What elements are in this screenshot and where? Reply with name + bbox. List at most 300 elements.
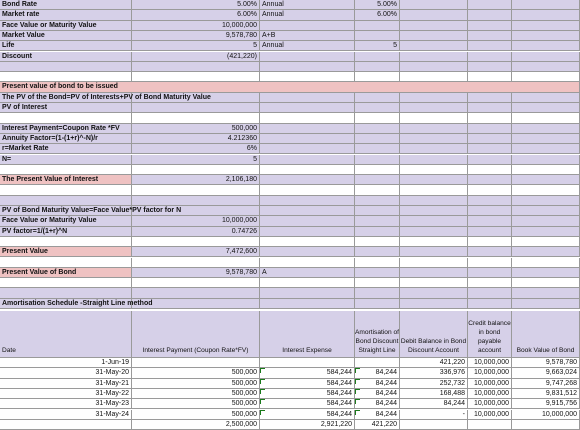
schedule-amort[interactable]: 84,244 — [355, 389, 400, 399]
empty-cell[interactable] — [468, 165, 512, 175]
empty-cell[interactable] — [512, 144, 580, 154]
sheet-row — [0, 278, 580, 288]
empty-cell[interactable] — [468, 268, 512, 278]
schedule-credit[interactable]: 10,000,000 — [468, 368, 512, 378]
date[interactable]: Date — [0, 311, 132, 358]
empty-cell[interactable] — [260, 237, 355, 247]
schedule-header — [0, 311, 580, 358]
empty-cell[interactable] — [468, 113, 512, 123]
pv-factor-tag[interactable] — [260, 227, 355, 237]
empty-cell[interactable] — [355, 216, 400, 226]
empty-cell[interactable] — [132, 165, 260, 175]
pv-interest-tag[interactable] — [260, 175, 355, 185]
pv-factor-label[interactable]: PV factor=1/(1+r)^N — [0, 227, 132, 237]
empty-cell[interactable] — [0, 258, 132, 268]
empty-cell[interactable] — [355, 268, 400, 278]
interest-payment-tag[interactable] — [260, 124, 355, 134]
schedule-debit[interactable]: 168,488 — [400, 389, 468, 399]
schedule-payment[interactable]: 500,000 — [132, 368, 260, 378]
empty-cell[interactable] — [400, 21, 468, 31]
param-value[interactable]: (421,220) — [132, 52, 260, 62]
empty-cell[interactable] — [512, 247, 580, 257]
pv-formula — [0, 93, 580, 103]
market-rate-tag[interactable] — [260, 144, 355, 154]
present-value-tag[interactable] — [260, 247, 355, 257]
empty-cell[interactable] — [0, 165, 132, 175]
schedule-amort[interactable] — [355, 358, 400, 368]
empty-cell[interactable] — [400, 237, 468, 247]
empty-cell[interactable] — [512, 103, 580, 113]
empty-cell[interactable] — [512, 288, 580, 298]
empty-cell[interactable] — [468, 93, 512, 103]
empty-cell[interactable] — [355, 175, 400, 185]
amort-title-tag[interactable] — [260, 299, 355, 309]
empty-cell[interactable] — [468, 41, 512, 51]
empty-cell[interactable] — [260, 278, 355, 288]
empty-cell[interactable] — [512, 175, 580, 185]
pv-of-interest-tag[interactable] — [260, 103, 355, 113]
empty-cell[interactable] — [0, 62, 132, 72]
empty-cell[interactable] — [512, 216, 580, 226]
pv-interest — [0, 175, 580, 185]
schedule-book[interactable]: 10,000,000 — [512, 410, 580, 420]
empty-cell[interactable] — [355, 237, 400, 247]
schedule-book[interactable]: 9,747,268 — [512, 379, 580, 389]
empty-cell[interactable] — [260, 62, 355, 72]
empty-cell[interactable] — [512, 237, 580, 247]
empty-cell[interactable] — [512, 268, 580, 278]
empty-cell[interactable] — [512, 278, 580, 288]
empty-cell[interactable] — [355, 247, 400, 257]
empty-cell[interactable] — [355, 144, 400, 154]
empty-cell[interactable] — [512, 299, 580, 309]
empty-cell[interactable] — [400, 299, 468, 309]
schedule-row — [0, 410, 580, 420]
empty-cell[interactable] — [400, 185, 468, 195]
error-indicator-icon — [355, 399, 360, 404]
empty-cell[interactable] — [468, 31, 512, 41]
empty-cell[interactable] — [0, 420, 132, 430]
empty-cell[interactable] — [355, 155, 400, 165]
schedule-date[interactable]: 1-Jun-19 — [0, 358, 132, 368]
param-label[interactable]: Discount — [0, 52, 132, 62]
param-value[interactable]: 9,578,780 — [132, 31, 260, 41]
param-label[interactable]: Bond Rate — [0, 0, 132, 10]
empty-cell[interactable] — [355, 134, 400, 144]
periods-tag[interactable] — [260, 155, 355, 165]
schedule-expense[interactable]: 584,244 — [260, 410, 355, 420]
empty-cell[interactable] — [400, 113, 468, 123]
schedule-book[interactable]: 9,915,756 — [512, 399, 580, 409]
empty-cell[interactable] — [132, 196, 260, 206]
empty-cell[interactable] — [400, 103, 468, 113]
schedule-debit[interactable]: 84,244 — [400, 399, 468, 409]
empty-cell[interactable] — [468, 299, 512, 309]
empty-cell[interactable] — [512, 124, 580, 134]
face-value — [0, 216, 580, 226]
schedule-date[interactable]: 31-May-21 — [0, 379, 132, 389]
empty-cell[interactable] — [400, 62, 468, 72]
empty-cell[interactable] — [512, 113, 580, 123]
sheet-row — [0, 62, 580, 72]
empty-cell[interactable] — [468, 175, 512, 185]
empty-cell[interactable] — [512, 93, 580, 103]
param-label[interactable]: Life — [0, 41, 132, 51]
param-value-2[interactable] — [355, 31, 400, 41]
empty-cell[interactable] — [468, 196, 512, 206]
error-indicator-icon — [355, 379, 360, 384]
param-row — [0, 21, 580, 31]
interest-payment-label[interactable]: Interest Payment=Coupon Rate *FV — [0, 124, 132, 134]
error-indicator-icon — [260, 410, 265, 415]
empty-cell[interactable] — [468, 52, 512, 62]
sheet-row — [0, 113, 580, 123]
error-indicator-icon — [260, 368, 265, 373]
empty-cell[interactable] — [355, 124, 400, 134]
empty-cell[interactable] — [468, 278, 512, 288]
empty-cell[interactable] — [132, 288, 260, 298]
schedule-amort[interactable]: 84,244 — [355, 410, 400, 420]
empty-cell[interactable] — [512, 185, 580, 195]
empty-cell[interactable] — [132, 185, 260, 195]
sheet-row — [0, 165, 580, 175]
empty-cell[interactable] — [468, 237, 512, 247]
annuity-factor-label[interactable]: Annuity Factor=(1-(1+r)^-N)/r — [0, 134, 132, 144]
empty-cell[interactable] — [132, 278, 260, 288]
empty-cell[interactable] — [260, 185, 355, 195]
annuity-factor — [0, 134, 580, 144]
face-value-value[interactable]: 10,000,000 — [132, 216, 260, 226]
schedule-expense[interactable]: 584,244 — [260, 368, 355, 378]
empty-cell[interactable] — [512, 10, 580, 20]
empty-cell[interactable] — [0, 185, 132, 195]
section-header-cell[interactable]: Present value of bond to be issued — [0, 82, 580, 92]
sheet-row — [0, 196, 580, 206]
pv-maturity-formula-tag[interactable] — [260, 206, 355, 216]
schedule-book[interactable]: 9,663,024 — [512, 368, 580, 378]
empty-cell[interactable] — [512, 227, 580, 237]
schedule-row — [0, 358, 580, 368]
empty-cell[interactable] — [260, 196, 355, 206]
schedule-credit[interactable]: 10,000,000 — [468, 358, 512, 368]
empty-cell[interactable] — [400, 175, 468, 185]
empty-cell[interactable] — [355, 288, 400, 298]
empty-cell[interactable] — [512, 72, 580, 82]
empty-cell[interactable] — [0, 196, 132, 206]
schedule-payment[interactable]: 500,000 — [132, 379, 260, 389]
amort-title-value[interactable] — [132, 299, 260, 309]
pv-bond-label[interactable]: Present Value of Bond — [0, 268, 132, 278]
pv-formula-label[interactable]: The PV of the Bond=PV of Interests+PV of Bond Maturity Value — [0, 93, 132, 103]
pv-formula-value[interactable] — [132, 93, 260, 103]
param-row — [0, 10, 580, 20]
empty-cell[interactable] — [512, 0, 580, 10]
param-label-2[interactable]: A+B — [260, 31, 355, 41]
present-value-value[interactable]: 7,472,600 — [132, 247, 260, 257]
empty-cell[interactable] — [468, 227, 512, 237]
schedule-date[interactable]: 31-May-23 — [0, 399, 132, 409]
sheet-row — [0, 288, 580, 298]
empty-cell[interactable] — [400, 134, 468, 144]
schedule-debit[interactable]: 336,976 — [400, 368, 468, 378]
pv-bond — [0, 268, 580, 278]
empty-cell[interactable] — [512, 420, 580, 430]
empty-cell[interactable] — [468, 72, 512, 82]
schedule-row — [0, 379, 580, 389]
annuity-factor-value[interactable]: 4.212360 — [132, 134, 260, 144]
empty-cell[interactable] — [132, 113, 260, 123]
interest-payment-header[interactable]: Interest Payment (Coupon Rate*FV) — [132, 311, 260, 358]
schedule-date[interactable]: 31-May-22 — [0, 389, 132, 399]
empty-cell[interactable] — [400, 206, 468, 216]
empty-cell[interactable] — [132, 258, 260, 268]
empty-cell[interactable] — [400, 216, 468, 226]
schedule-credit[interactable]: 10,000,000 — [468, 379, 512, 389]
empty-cell[interactable] — [512, 258, 580, 268]
empty-cell[interactable] — [468, 134, 512, 144]
param-label-2[interactable] — [260, 52, 355, 62]
periods-label[interactable]: N= — [0, 155, 132, 165]
schedule-debit[interactable]: 252,732 — [400, 379, 468, 389]
error-indicator-icon — [355, 368, 360, 373]
error-indicator-icon — [260, 379, 265, 384]
interest-payment — [0, 124, 580, 134]
empty-cell[interactable] — [468, 258, 512, 268]
empty-cell[interactable] — [400, 196, 468, 206]
empty-cell[interactable] — [400, 93, 468, 103]
schedule-amort[interactable]: 84,244 — [355, 379, 400, 389]
pv-interest-value[interactable]: 2,106,180 — [132, 175, 260, 185]
param-value[interactable]: 5 — [132, 41, 260, 51]
empty-cell[interactable] — [355, 62, 400, 72]
empty-cell[interactable] — [512, 206, 580, 216]
pv-formula-tag[interactable] — [260, 93, 355, 103]
empty-cell[interactable] — [0, 72, 132, 82]
empty-cell[interactable] — [400, 155, 468, 165]
book-value-header[interactable]: Book Value of Bond — [512, 311, 580, 358]
empty-cell[interactable] — [468, 62, 512, 72]
credit-balance-header[interactable]: Credit balance in bond payable account — [468, 311, 512, 358]
sheet-row — [0, 237, 580, 247]
schedule-book[interactable]: 9,578,780 — [512, 358, 580, 368]
empty-cell[interactable] — [468, 247, 512, 257]
schedule-expense[interactable]: 584,244 — [260, 379, 355, 389]
schedule-amort[interactable]: 84,244 — [355, 399, 400, 409]
present-value-label[interactable]: Present Value — [0, 247, 132, 257]
schedule-payment[interactable]: 500,000 — [132, 399, 260, 409]
empty-cell[interactable] — [0, 237, 132, 247]
empty-cell[interactable] — [260, 288, 355, 298]
param-value[interactable]: 5.00% — [132, 0, 260, 10]
empty-cell[interactable] — [355, 72, 400, 82]
param-row — [0, 41, 580, 51]
empty-cell[interactable] — [400, 258, 468, 268]
schedule-book[interactable]: 9,831,512 — [512, 389, 580, 399]
empty-cell[interactable] — [468, 185, 512, 195]
empty-cell[interactable] — [468, 124, 512, 134]
empty-cell[interactable] — [468, 155, 512, 165]
section-header — [0, 82, 580, 92]
empty-cell[interactable] — [468, 288, 512, 298]
empty-cell[interactable] — [512, 155, 580, 165]
total-payment[interactable]: 2,500,000 — [132, 420, 260, 430]
face-value-label[interactable]: Face Value or Maturity Value — [0, 216, 132, 226]
empty-cell[interactable] — [355, 93, 400, 103]
param-label-2[interactable]: Annual — [260, 41, 355, 51]
empty-cell[interactable] — [400, 278, 468, 288]
empty-cell[interactable] — [0, 288, 132, 298]
empty-cell[interactable] — [468, 216, 512, 226]
empty-cell[interactable] — [355, 206, 400, 216]
totals-row — [0, 420, 580, 430]
empty-cell[interactable] — [512, 41, 580, 51]
param-value-2[interactable]: 6.00% — [355, 10, 400, 20]
schedule-expense[interactable]: 584,244 — [260, 389, 355, 399]
param-label[interactable]: Market rate — [0, 10, 132, 20]
param-value-2[interactable]: 5.00% — [355, 0, 400, 10]
pv-of-interest-label[interactable]: PV of Interest — [0, 103, 132, 113]
empty-cell[interactable] — [468, 144, 512, 154]
schedule-payment[interactable]: 500,000 — [132, 389, 260, 399]
empty-cell[interactable] — [400, 144, 468, 154]
schedule-expense[interactable] — [260, 358, 355, 368]
schedule-credit[interactable]: 10,000,000 — [468, 410, 512, 420]
debit-balance-header[interactable]: Debit Balance in Bond Discount Account — [400, 311, 468, 358]
market-rate-label[interactable]: r=Market Rate — [0, 144, 132, 154]
schedule-debit[interactable]: 421,220 — [400, 358, 468, 368]
param-row — [0, 52, 580, 62]
empty-cell[interactable] — [355, 103, 400, 113]
pv-factor-value[interactable]: 0.74726 — [132, 227, 260, 237]
empty-cell[interactable] — [355, 113, 400, 123]
empty-cell[interactable] — [512, 196, 580, 206]
empty-cell[interactable] — [468, 21, 512, 31]
param-label-2[interactable]: Annual — [260, 0, 355, 10]
empty-cell[interactable] — [400, 31, 468, 41]
empty-cell[interactable] — [400, 41, 468, 51]
empty-cell[interactable] — [0, 113, 132, 123]
param-value-2[interactable] — [355, 21, 400, 31]
empty-cell[interactable] — [260, 165, 355, 175]
sheet-row — [0, 72, 580, 82]
schedule-debit[interactable]: - — [400, 410, 468, 420]
empty-cell[interactable] — [512, 21, 580, 31]
empty-cell[interactable] — [468, 206, 512, 216]
schedule-date[interactable]: 31-May-20 — [0, 368, 132, 378]
empty-cell[interactable] — [512, 52, 580, 62]
empty-cell[interactable] — [400, 247, 468, 257]
param-value[interactable]: 10,000,000 — [132, 21, 260, 31]
empty-cell[interactable] — [132, 237, 260, 247]
empty-cell[interactable] — [400, 0, 468, 10]
empty-cell[interactable] — [468, 420, 512, 430]
schedule-credit[interactable]: 10,000,000 — [468, 389, 512, 399]
interest-expense-header[interactable]: Interest Expense — [260, 311, 355, 358]
schedule-amort[interactable]: 84,244 — [355, 368, 400, 378]
param-row — [0, 31, 580, 41]
empty-cell[interactable] — [400, 288, 468, 298]
empty-cell[interactable] — [132, 62, 260, 72]
empty-cell[interactable] — [355, 185, 400, 195]
param-value-2[interactable] — [355, 52, 400, 62]
pv-bond-value[interactable]: 9,578,780 — [132, 268, 260, 278]
pv-maturity-formula-label[interactable]: PV of Bond Maturity Value=Face Value*PV factor for N — [0, 206, 132, 216]
empty-cell[interactable] — [400, 72, 468, 82]
pv-maturity-formula-value[interactable] — [132, 206, 260, 216]
empty-cell[interactable] — [400, 165, 468, 175]
annuity-factor-tag[interactable] — [260, 134, 355, 144]
param-value[interactable]: 6.00% — [132, 10, 260, 20]
schedule-row — [0, 368, 580, 378]
empty-cell[interactable] — [355, 278, 400, 288]
empty-cell[interactable] — [260, 258, 355, 268]
param-row — [0, 0, 580, 10]
error-indicator-icon — [355, 410, 360, 415]
empty-cell[interactable] — [512, 165, 580, 175]
empty-cell[interactable] — [355, 196, 400, 206]
empty-cell[interactable] — [355, 165, 400, 175]
empty-cell[interactable] — [400, 268, 468, 278]
pv-factor — [0, 227, 580, 237]
amort-title — [0, 299, 580, 309]
empty-cell[interactable] — [512, 134, 580, 144]
empty-cell[interactable] — [355, 299, 400, 309]
interest-payment-value[interactable]: 500,000 — [132, 124, 260, 134]
schedule-row — [0, 399, 580, 409]
empty-cell[interactable] — [400, 227, 468, 237]
total-amort[interactable]: 421,220 — [355, 420, 400, 430]
schedule-payment[interactable]: 500,000 — [132, 410, 260, 420]
empty-cell[interactable] — [512, 62, 580, 72]
pv-interest-label[interactable]: The Present Value of Interest — [0, 175, 132, 185]
schedule-credit[interactable]: 10,000,000 — [468, 399, 512, 409]
periods-value[interactable]: 5 — [132, 155, 260, 165]
empty-cell[interactable] — [400, 10, 468, 20]
face-value-tag[interactable] — [260, 216, 355, 226]
empty-cell[interactable] — [468, 0, 512, 10]
param-value-2[interactable]: 5 — [355, 41, 400, 51]
market-rate-value[interactable]: 6% — [132, 144, 260, 154]
empty-cell[interactable] — [0, 278, 132, 288]
empty-cell[interactable] — [260, 113, 355, 123]
empty-cell[interactable] — [468, 103, 512, 113]
periods — [0, 155, 580, 165]
param-label[interactable]: Face Value or Maturity Value — [0, 21, 132, 31]
schedule-payment[interactable] — [132, 358, 260, 368]
empty-cell[interactable] — [512, 31, 580, 41]
pv-bond-tag[interactable]: A — [260, 268, 355, 278]
amortisation-header[interactable]: Amortisation of Bond Discount Straight Line — [355, 311, 400, 358]
schedule-expense[interactable]: 584,244 — [260, 399, 355, 409]
empty-cell[interactable] — [400, 124, 468, 134]
empty-cell[interactable] — [400, 52, 468, 62]
pv-of-interest-value[interactable] — [132, 103, 260, 113]
param-label-2[interactable]: Annual — [260, 10, 355, 20]
amort-title-label[interactable]: Amortisation Schedule -Straight Line method — [0, 299, 132, 309]
param-label-2[interactable] — [260, 21, 355, 31]
empty-cell[interactable] — [132, 72, 260, 82]
sheet-row — [0, 185, 580, 195]
empty-cell[interactable] — [260, 72, 355, 82]
total-expense[interactable]: 2,921,220 — [260, 420, 355, 430]
empty-cell[interactable] — [355, 258, 400, 268]
empty-cell[interactable] — [355, 227, 400, 237]
schedule-date[interactable]: 31-May-24 — [0, 410, 132, 420]
empty-cell[interactable] — [468, 10, 512, 20]
empty-cell[interactable] — [400, 420, 468, 430]
present-value — [0, 247, 580, 257]
param-label[interactable]: Market Value — [0, 31, 132, 41]
